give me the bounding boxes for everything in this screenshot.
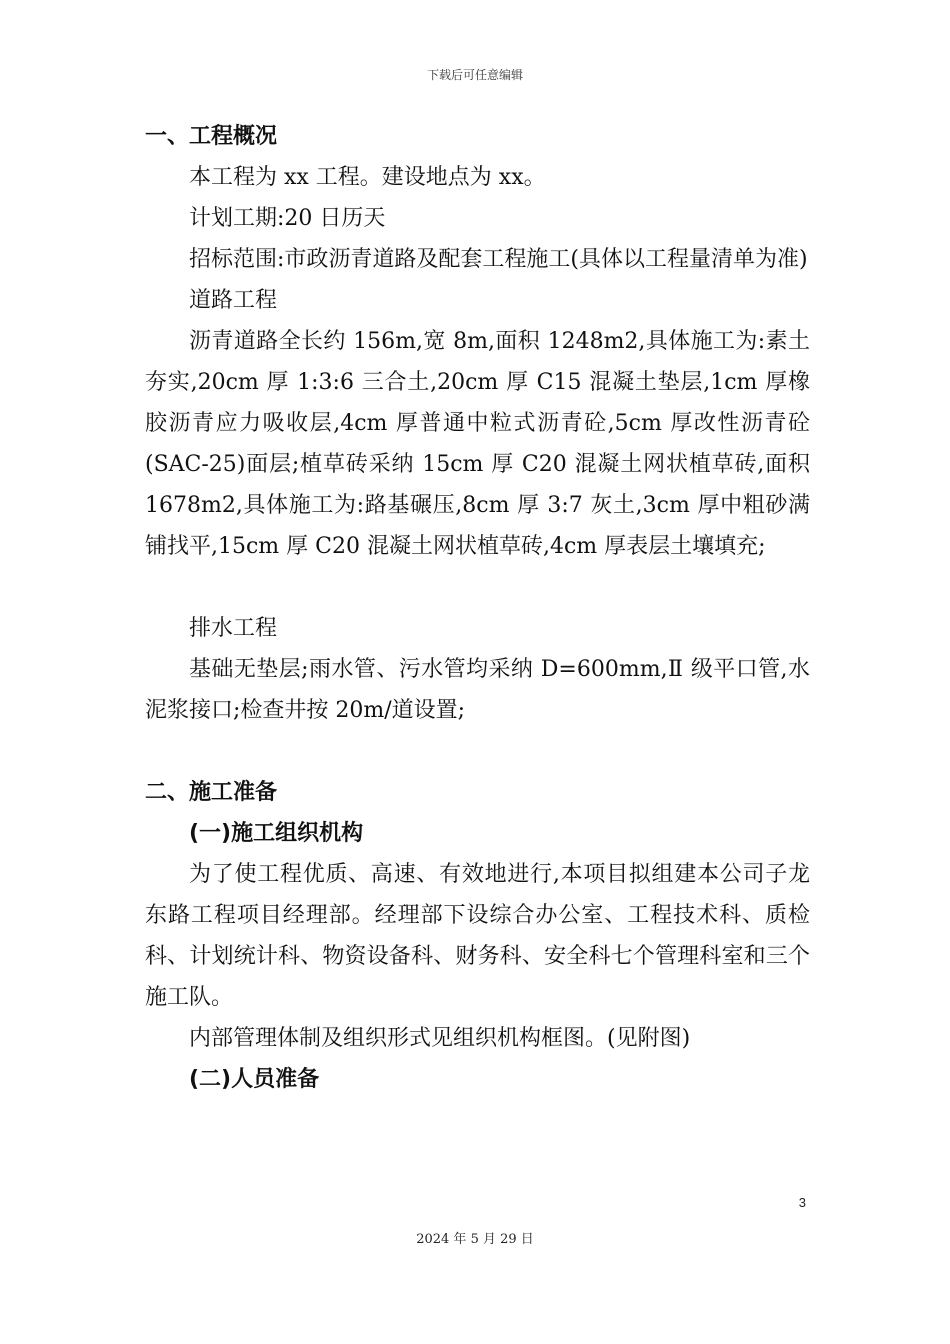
organization-subtitle: (一)施工组织机构 [189, 821, 364, 846]
page-number: 3 [798, 1195, 806, 1210]
drainage-works-paragraph: 基础无垫层;雨水管、污水管均采纳 D=600mm,Ⅱ 级平口管,水泥浆接口;检查井按 20m/道设置; [145, 657, 810, 723]
document-body [145, 116, 810, 1100]
project-location-paragraph: 本工程为 xx 工程。建设地点为 xx。 [189, 165, 546, 190]
bid-scope-paragraph: 招标范围:市政沥青道路及配套工程施工(具体以工程量清单为准) [189, 247, 808, 272]
section-2-title: 二、施工准备 [145, 780, 278, 805]
personnel-subtitle: (二)人员准备 [189, 1067, 320, 1092]
drainage-works-title: 排水工程 [189, 616, 278, 641]
road-works-title: 道路工程 [189, 288, 278, 313]
page-header: 下载后可任意编辑 [426, 68, 523, 82]
organization-paragraph: 为了使工程优质、高速、有效地进行,本项目拟组建本公司子龙东路工程项目经理部。经理部下设综合办公室、工程技术科、质检科、计划统计科、物资设备科、财务科、安全科七个管理科室和三个施工队。 [145, 862, 810, 1010]
road-works-paragraph: 沥青道路全长约 156m,宽 8m,面积 1248m2,具体施工为:素土夯实,20cm 厚 1:3:6 三合土,20cm 厚 C15 混凝土垫层,1cm 厚橡胶沥青应力吸收层,4cm 厚普通中粒式沥青砼,5cm 厚改性沥青砼(SAC-25)面层;植草砖采纳 15cm 厚 C20 混凝土网状植草砖,面积 1678m2,具体施工为:路基碾压,8cm 厚 3:7 灰土,3cm 厚中粗砂满铺找平,15cm 厚 C20 混凝土网状植草砖,4cm 厚表层土壤填充; [145, 329, 810, 559]
section-1-title: 一、工程概况 [145, 124, 278, 149]
organization-note: 内部管理体制及组织形式见组织机构框图。(见附图) [189, 1026, 691, 1051]
spacer [145, 731, 810, 772]
schedule-paragraph: 计划工期:20 日历天 [189, 206, 386, 231]
page-footer-date: 2024 年 5 月 29 日 [416, 1232, 534, 1247]
spacer [145, 567, 810, 608]
